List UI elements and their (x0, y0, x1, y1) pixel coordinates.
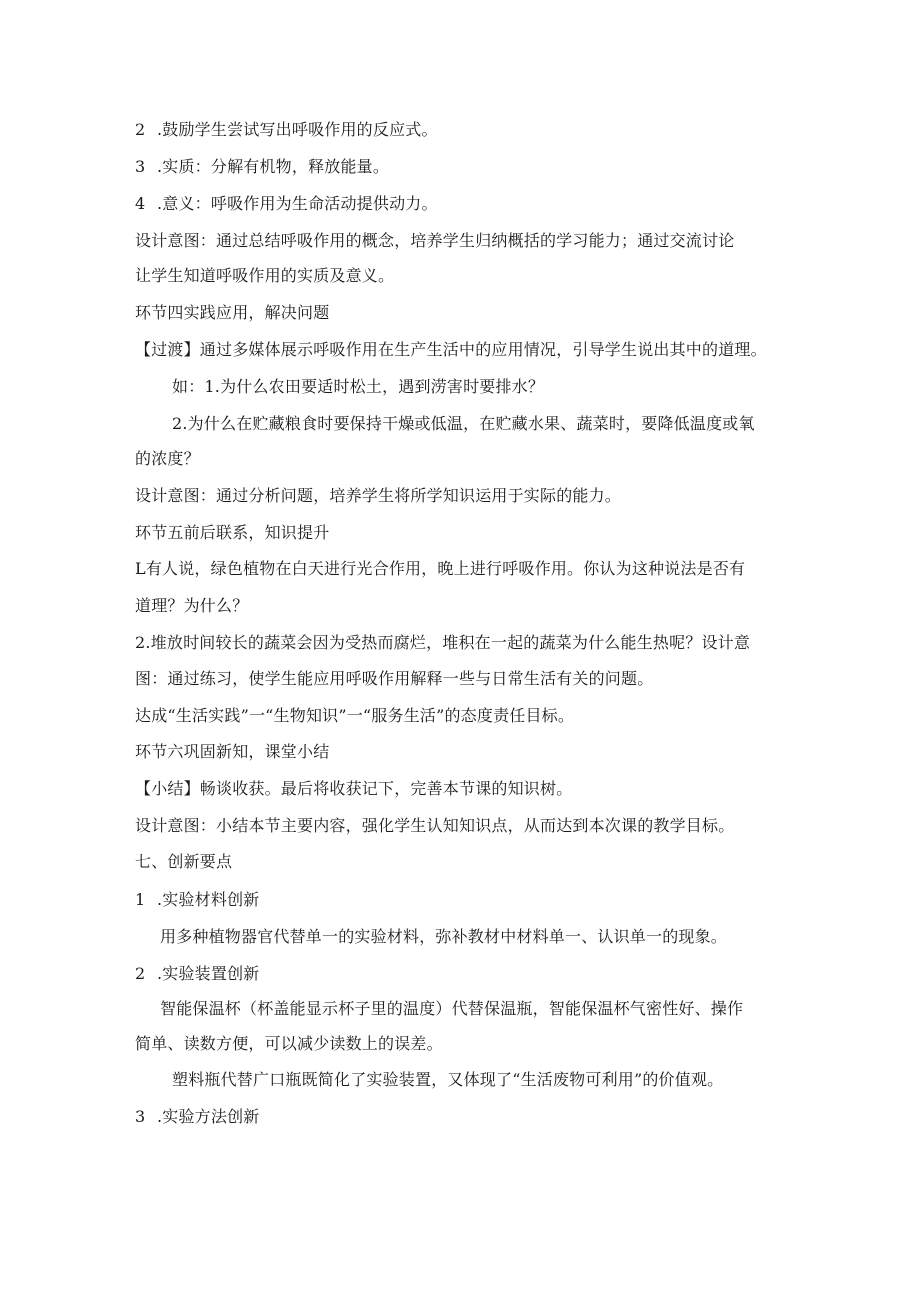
list-item-2 (135, 964, 260, 984)
list-text: .实验方法创新 (157, 1107, 260, 1126)
list-number: 3 (135, 1107, 146, 1126)
list-text: .意义：呼吸作用为生命活动提供动力。 (157, 194, 438, 213)
list-item-3 (135, 157, 389, 177)
transition-paragraph: 【过渡】通过多媒体展示呼吸作用在生产生活中的应用情况，引导学生说出其中的道理。 (135, 340, 767, 359)
paragraph-continuation: 的浓度？ (135, 449, 200, 468)
section-heading: 环节六巩固新知，课堂小结 (135, 742, 330, 761)
chapter-heading: 七、创新要点 (135, 852, 233, 871)
design-intent-paragraph: 设计意图：小结本节主要内容，强化学生认知知识点，从而达到本次课的教学目标。 (135, 816, 735, 835)
design-intent-paragraph: 设计意图：通过总结呼吸作用的概念，培养学生归纳概括的学习能力；通过交流讨论 (135, 231, 735, 250)
question-1: 如：1.为什么农田要适时松土，遇到涝害时要排水？ (172, 377, 545, 396)
summary-paragraph: 【小结】畅谈收获。最后将收获记下，完善本节课的知识树。 (135, 779, 573, 798)
paragraph: 用多种植物器官代替单一的实验材料，弥补教材中材料单一、认识单一的现象。 (160, 927, 728, 946)
section-heading: 环节四实践应用，解决问题 (135, 303, 330, 322)
list-item-3 (135, 1107, 260, 1127)
section-heading: 环节五前后联系，知识提升 (135, 523, 330, 542)
list-text: .实质：分解有机物，释放能量。 (157, 157, 390, 176)
list-text: .实验材料创新 (157, 890, 260, 909)
list-number: 2 (135, 120, 146, 139)
paragraph-continuation: 让学生知道呼吸作用的实质及意义。 (135, 266, 395, 285)
paragraph-continuation: 简单、读数方便，可以减少读数上的误差。 (135, 1034, 443, 1053)
paragraph: 塑料瓶代替广口瓶既简化了实验装置，又体现了“生活废物可利用”的价值观。 (172, 1070, 724, 1089)
list-number: 4 (135, 194, 146, 213)
design-intent-paragraph: 设计意图：通过分析问题，培养学生将所学知识运用于实际的能力。 (135, 486, 622, 505)
list-number: 2 (135, 964, 146, 983)
list-item-1 (135, 890, 260, 910)
goal-paragraph: 达成“生活实践”一“生物知识”一“服务生活”的态度责任目标。 (135, 706, 575, 725)
question-2: 2.为什么在贮藏粮食时要保持干燥或低温，在贮藏水果、蔬菜时，要降低温度或氧 (172, 414, 755, 433)
paragraph-continuation: 道理？为什么？ (135, 596, 249, 615)
list-item-2 (135, 120, 438, 140)
list-number: 1 (135, 890, 146, 909)
list-item-4 (135, 194, 438, 214)
paragraph-continuation: 图：通过练习，使学生能应用呼吸作用解释一些与日常生活有关的问题。 (135, 669, 654, 688)
list-text: .实验装置创新 (157, 964, 260, 983)
paragraph: 智能保温杯（杯盖能显示杯子里的温度）代替保温瓶，智能保温杯气密性好、操作 (160, 999, 744, 1018)
exercise-2: 2.堆放时间较长的蔬菜会因为受热而腐烂，堆积在一起的蔬菜为什么能生热呢？设计意 (135, 633, 751, 652)
list-number: 3 (135, 157, 146, 176)
list-text: .鼓励学生尝试写出呼吸作用的反应式。 (157, 120, 438, 139)
exercise-1: L有人说，绿色植物在白天进行光合作用，晚上进行呼吸作用。你认为这种说法是否有 (135, 559, 746, 578)
